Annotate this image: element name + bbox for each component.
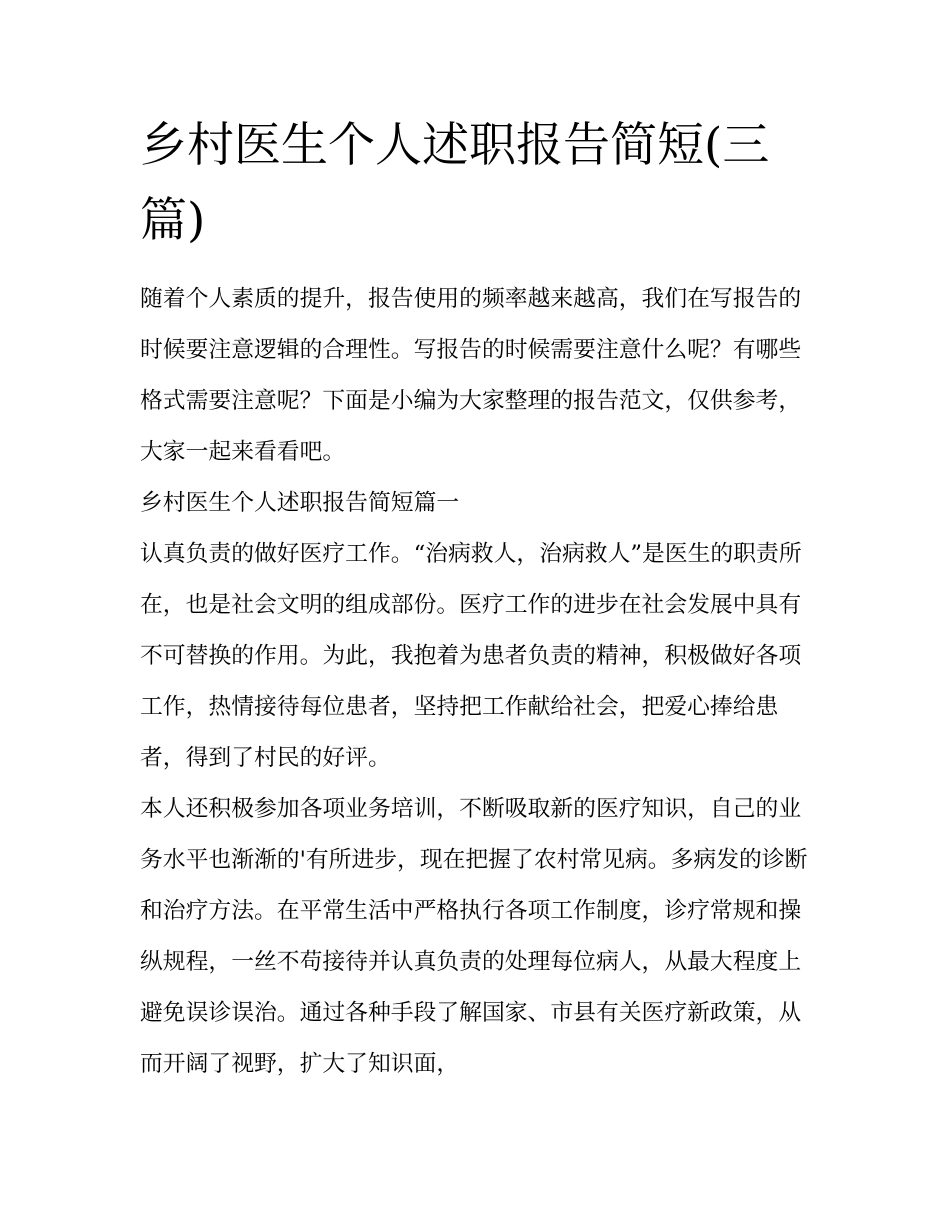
section-heading: 乡村医生个人述职报告简短篇一 [140,490,460,516]
document-title: 乡村医生个人述职报告简短(三篇) [140,118,770,248]
body-paragraph: 认真负责的做好医疗工作。“治病救人，治病救人”是医生的职责所在，也是社会文明的组成部份。医疗工作的进步在社会发展中具有不可替换的作用。为此，我抱着为患者负责的精神，积极做好各项工作，热情接待每位患者，坚持把工作献给社会，把爱心捧给患者，得到了村民的好评。 [140,541,802,771]
intro-paragraph: 随着个人素质的提升，报告使用的频率越来越高，我们在写报告的时候要注意逻辑的合理性。写报告的时候需要注意什么呢？有哪些格式需要注意呢？下面是小编为大家整理的报告范文，仅供参考，大家一起来看看吧。 [140,286,802,465]
body-paragraph: 本人还积极参加各项业务培训，不断吸取新的医疗知识，自己的业务水平也渐渐的'有所进步，现在把握了农村常见病。多病发的诊断和治疗方法。在平常生活中严格执行各项工作制度，诊疗常规和操纵规程，一丝不苟接待并认真负责的处理每位病人，从最大程度上避免误诊误治。通过各种手段了解国家、市县有关医疗新政策，从而开阔了视野，扩大了知识面， [140,796,808,1077]
document-body [140,274,815,1090]
